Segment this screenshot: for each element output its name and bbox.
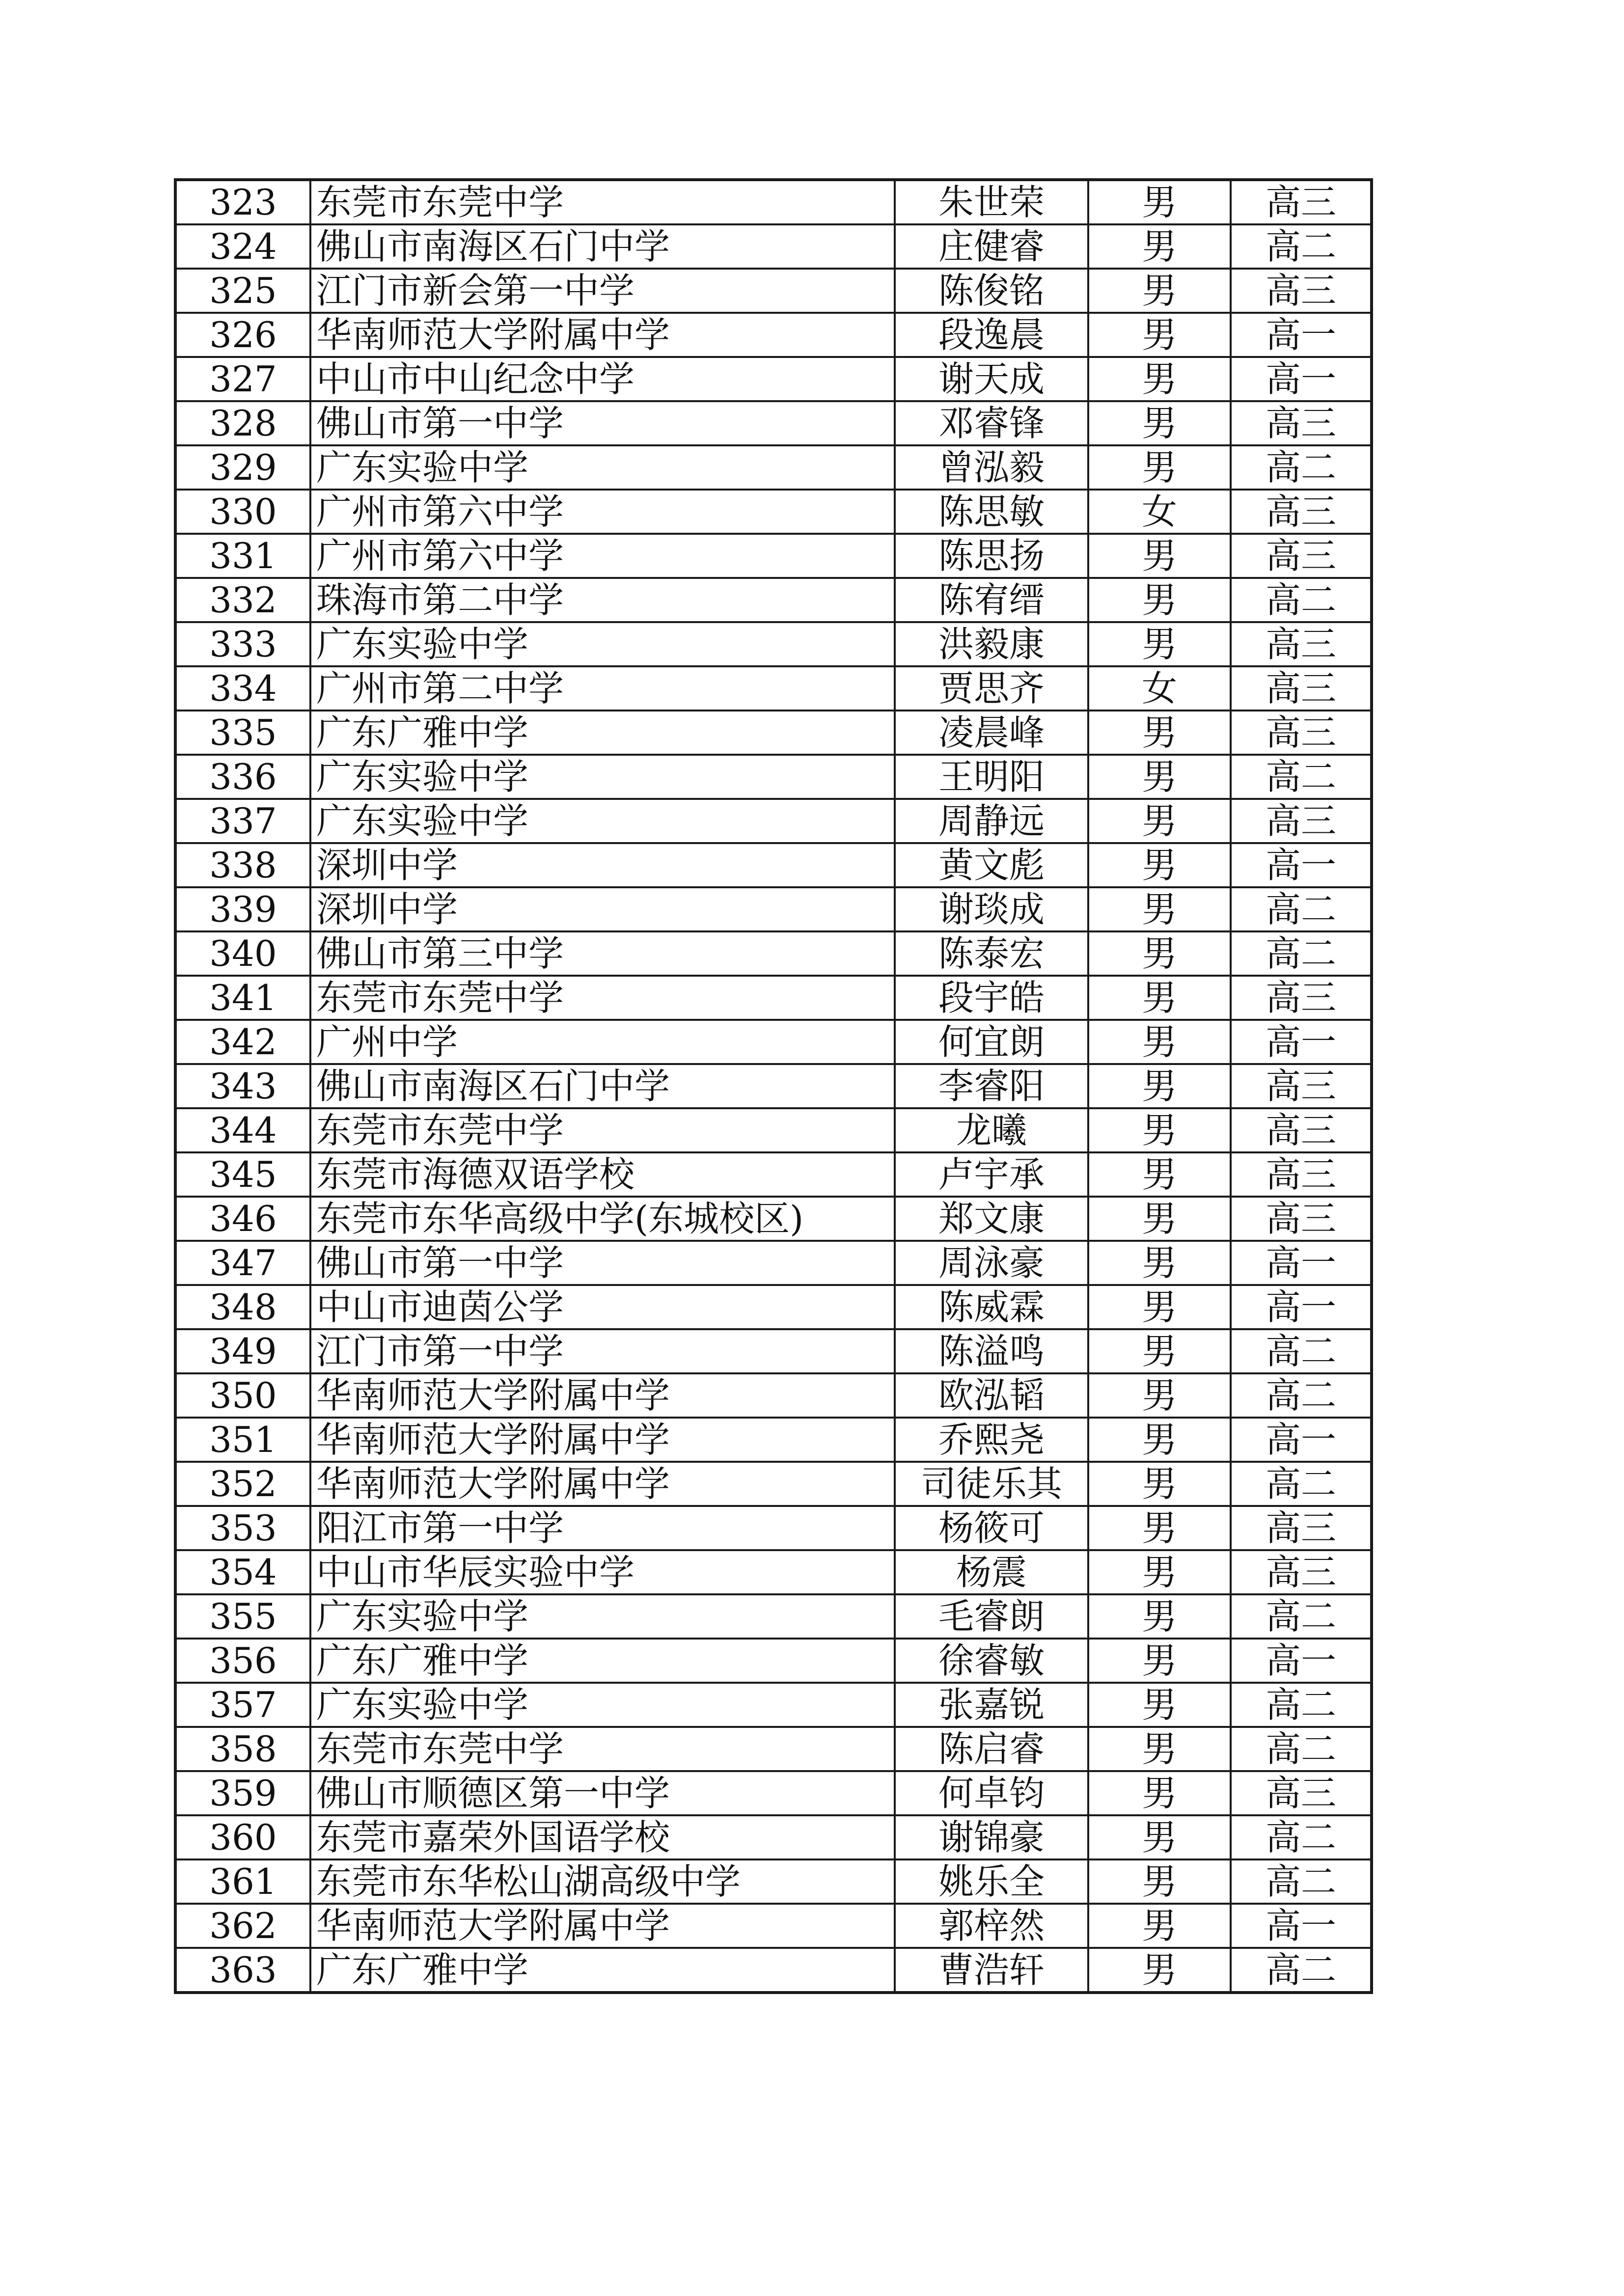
- grade-cell: 高二: [1231, 755, 1372, 799]
- gender-cell: 男: [1088, 1550, 1231, 1594]
- table-row: [175, 1683, 1372, 1727]
- student-name-cell: 姚乐全: [895, 1859, 1088, 1904]
- student-name-cell: 陈宥缙: [895, 578, 1088, 622]
- gender-cell: 男: [1088, 1462, 1231, 1506]
- table-row: [175, 887, 1372, 931]
- student-name-cell: 凌晨峰: [895, 711, 1088, 755]
- grade-cell: 高二: [1231, 931, 1372, 976]
- gender-cell: 男: [1088, 1373, 1231, 1418]
- table-row: [175, 1639, 1372, 1683]
- row-number-cell: 339: [175, 887, 310, 931]
- row-number-cell: 360: [175, 1815, 310, 1859]
- gender-cell: 男: [1088, 1594, 1231, 1639]
- grade-cell: 高二: [1231, 1859, 1372, 1904]
- student-name-cell: 卢宇承: [895, 1152, 1088, 1197]
- row-number-cell: 332: [175, 578, 310, 622]
- table-row: [175, 931, 1372, 976]
- student-name-cell: 段逸晨: [895, 313, 1088, 357]
- row-number-cell: 327: [175, 357, 310, 401]
- student-name-cell: 李睿阳: [895, 1064, 1088, 1108]
- school-cell: 华南师范大学附属中学: [310, 1462, 895, 1506]
- student-name-cell: 段宇皓: [895, 976, 1088, 1020]
- school-cell: 东莞市东莞中学: [310, 180, 895, 224]
- school-cell: 华南师范大学附属中学: [310, 1373, 895, 1418]
- row-number-cell: 324: [175, 224, 310, 269]
- gender-cell: 男: [1088, 1285, 1231, 1329]
- table-row: [175, 269, 1372, 313]
- student-name-cell: 周静远: [895, 799, 1088, 843]
- student-name-cell: 陈思扬: [895, 534, 1088, 578]
- school-cell: 广东实验中学: [310, 1683, 895, 1727]
- gender-cell: 男: [1088, 357, 1231, 401]
- school-cell: 华南师范大学附属中学: [310, 313, 895, 357]
- gender-cell: 男: [1088, 1197, 1231, 1241]
- student-name-cell: 毛睿朗: [895, 1594, 1088, 1639]
- school-cell: 广东实验中学: [310, 622, 895, 666]
- student-name-cell: 谢锦豪: [895, 1815, 1088, 1859]
- table-row: [175, 1020, 1372, 1064]
- student-name-cell: 王明阳: [895, 755, 1088, 799]
- school-cell: 东莞市东莞中学: [310, 976, 895, 1020]
- gender-cell: 男: [1088, 622, 1231, 666]
- row-number-cell: 329: [175, 445, 310, 490]
- gender-cell: 男: [1088, 1241, 1231, 1285]
- grade-cell: 高二: [1231, 1462, 1372, 1506]
- row-number-cell: 363: [175, 1948, 310, 1993]
- table-row: [175, 313, 1372, 357]
- gender-cell: 男: [1088, 755, 1231, 799]
- school-cell: 东莞市东华松山湖高级中学: [310, 1859, 895, 1904]
- gender-cell: 男: [1088, 887, 1231, 931]
- row-number-cell: 334: [175, 666, 310, 711]
- school-cell: 珠海市第二中学: [310, 578, 895, 622]
- school-cell: 广东实验中学: [310, 755, 895, 799]
- grade-cell: 高二: [1231, 1727, 1372, 1771]
- gender-cell: 男: [1088, 578, 1231, 622]
- gender-cell: 男: [1088, 1064, 1231, 1108]
- row-number-cell: 347: [175, 1241, 310, 1285]
- student-name-cell: 何卓钧: [895, 1771, 1088, 1815]
- table-row: [175, 1462, 1372, 1506]
- row-number-cell: 325: [175, 269, 310, 313]
- gender-cell: 男: [1088, 1683, 1231, 1727]
- table-row: [175, 534, 1372, 578]
- row-number-cell: 351: [175, 1418, 310, 1462]
- gender-cell: 男: [1088, 1639, 1231, 1683]
- gender-cell: 男: [1088, 1859, 1231, 1904]
- grade-cell: 高二: [1231, 445, 1372, 490]
- student-name-cell: 陈思敏: [895, 490, 1088, 534]
- table-row: [175, 357, 1372, 401]
- row-number-cell: 359: [175, 1771, 310, 1815]
- gender-cell: 男: [1088, 931, 1231, 976]
- table-row: [175, 1594, 1372, 1639]
- row-number-cell: 328: [175, 401, 310, 445]
- table-row: [175, 1727, 1372, 1771]
- table-row: [175, 1904, 1372, 1948]
- school-cell: 江门市新会第一中学: [310, 269, 895, 313]
- school-cell: 中山市中山纪念中学: [310, 357, 895, 401]
- table-row: [175, 1064, 1372, 1108]
- grade-cell: 高一: [1231, 1418, 1372, 1462]
- school-cell: 华南师范大学附属中学: [310, 1904, 895, 1948]
- table-row: [175, 1771, 1372, 1815]
- grade-cell: 高二: [1231, 1373, 1372, 1418]
- school-cell: 中山市迪茵公学: [310, 1285, 895, 1329]
- row-number-cell: 330: [175, 490, 310, 534]
- school-cell: 深圳中学: [310, 887, 895, 931]
- row-number-cell: 357: [175, 1683, 310, 1727]
- table-row: [175, 976, 1372, 1020]
- row-number-cell: 342: [175, 1020, 310, 1064]
- grade-cell: 高三: [1231, 1152, 1372, 1197]
- grade-cell: 高三: [1231, 666, 1372, 711]
- school-cell: 广东实验中学: [310, 1594, 895, 1639]
- grade-cell: 高三: [1231, 976, 1372, 1020]
- grade-cell: 高三: [1231, 534, 1372, 578]
- gender-cell: 男: [1088, 1506, 1231, 1550]
- school-cell: 广州市第六中学: [310, 534, 895, 578]
- gender-cell: 男: [1088, 1152, 1231, 1197]
- school-cell: 广州中学: [310, 1020, 895, 1064]
- student-name-cell: 徐睿敏: [895, 1639, 1088, 1683]
- grade-cell: 高二: [1231, 1329, 1372, 1373]
- school-cell: 广州市第六中学: [310, 490, 895, 534]
- table-row: [175, 1108, 1372, 1152]
- gender-cell: 男: [1088, 1020, 1231, 1064]
- grade-cell: 高三: [1231, 1108, 1372, 1152]
- table-row: [175, 490, 1372, 534]
- school-cell: 阳江市第一中学: [310, 1506, 895, 1550]
- gender-cell: 女: [1088, 490, 1231, 534]
- row-number-cell: 326: [175, 313, 310, 357]
- gender-cell: 男: [1088, 1815, 1231, 1859]
- row-number-cell: 333: [175, 622, 310, 666]
- student-name-cell: 郭梓然: [895, 1904, 1088, 1948]
- grade-cell: 高一: [1231, 843, 1372, 887]
- table-row: [175, 578, 1372, 622]
- row-number-cell: 356: [175, 1639, 310, 1683]
- school-cell: 广东广雅中学: [310, 711, 895, 755]
- student-name-cell: 周泳豪: [895, 1241, 1088, 1285]
- student-roster-table: [174, 178, 1373, 1994]
- row-number-cell: 362: [175, 1904, 310, 1948]
- gender-cell: 男: [1088, 313, 1231, 357]
- table-row: [175, 1506, 1372, 1550]
- table-row: [175, 755, 1372, 799]
- table-row: [175, 1373, 1372, 1418]
- student-name-cell: 洪毅康: [895, 622, 1088, 666]
- school-cell: 东莞市嘉荣外国语学校: [310, 1815, 895, 1859]
- table-row: [175, 1197, 1372, 1241]
- grade-cell: 高三: [1231, 269, 1372, 313]
- grade-cell: 高三: [1231, 1550, 1372, 1594]
- table-row: [175, 711, 1372, 755]
- gender-cell: 女: [1088, 666, 1231, 711]
- row-number-cell: 323: [175, 180, 310, 224]
- table-row: [175, 1152, 1372, 1197]
- row-number-cell: 348: [175, 1285, 310, 1329]
- grade-cell: 高一: [1231, 313, 1372, 357]
- grade-cell: 高三: [1231, 622, 1372, 666]
- student-name-cell: 庄健睿: [895, 224, 1088, 269]
- table-row: [175, 1948, 1372, 1993]
- row-number-cell: 341: [175, 976, 310, 1020]
- school-cell: 广东广雅中学: [310, 1948, 895, 1993]
- student-name-cell: 谢天成: [895, 357, 1088, 401]
- grade-cell: 高三: [1231, 1771, 1372, 1815]
- row-number-cell: 337: [175, 799, 310, 843]
- school-cell: 广东实验中学: [310, 799, 895, 843]
- row-number-cell: 340: [175, 931, 310, 976]
- school-cell: 佛山市南海区石门中学: [310, 1064, 895, 1108]
- student-name-cell: 陈威霖: [895, 1285, 1088, 1329]
- school-cell: 广东实验中学: [310, 445, 895, 490]
- gender-cell: 男: [1088, 1948, 1231, 1993]
- row-number-cell: 349: [175, 1329, 310, 1373]
- row-number-cell: 358: [175, 1727, 310, 1771]
- grade-cell: 高三: [1231, 180, 1372, 224]
- table-row: [175, 1241, 1372, 1285]
- school-cell: 东莞市东华高级中学(东城校区): [310, 1197, 895, 1241]
- table-row: [175, 843, 1372, 887]
- grade-cell: 高三: [1231, 1197, 1372, 1241]
- gender-cell: 男: [1088, 843, 1231, 887]
- row-number-cell: 352: [175, 1462, 310, 1506]
- gender-cell: 男: [1088, 1771, 1231, 1815]
- grade-cell: 高三: [1231, 1064, 1372, 1108]
- student-name-cell: 谢琰成: [895, 887, 1088, 931]
- student-name-cell: 郑文康: [895, 1197, 1088, 1241]
- table-row: [175, 1285, 1372, 1329]
- student-name-cell: 司徒乐其: [895, 1462, 1088, 1506]
- school-cell: 广州市第二中学: [310, 666, 895, 711]
- gender-cell: 男: [1088, 1108, 1231, 1152]
- table-row: [175, 1418, 1372, 1462]
- row-number-cell: 335: [175, 711, 310, 755]
- table-row: [175, 1329, 1372, 1373]
- student-name-cell: 曾泓毅: [895, 445, 1088, 490]
- grade-cell: 高一: [1231, 1020, 1372, 1064]
- grade-cell: 高一: [1231, 357, 1372, 401]
- row-number-cell: 336: [175, 755, 310, 799]
- student-name-cell: 何宜朗: [895, 1020, 1088, 1064]
- school-cell: 东莞市东莞中学: [310, 1727, 895, 1771]
- student-name-cell: 张嘉锐: [895, 1683, 1088, 1727]
- school-cell: 广东广雅中学: [310, 1639, 895, 1683]
- student-name-cell: 贾思齐: [895, 666, 1088, 711]
- student-name-cell: 欧泓韬: [895, 1373, 1088, 1418]
- grade-cell: 高二: [1231, 224, 1372, 269]
- grade-cell: 高二: [1231, 1683, 1372, 1727]
- gender-cell: 男: [1088, 180, 1231, 224]
- row-number-cell: 343: [175, 1064, 310, 1108]
- grade-cell: 高二: [1231, 1948, 1372, 1993]
- school-cell: 佛山市第一中学: [310, 401, 895, 445]
- grade-cell: 高二: [1231, 1594, 1372, 1639]
- gender-cell: 男: [1088, 534, 1231, 578]
- student-name-cell: 陈溢鸣: [895, 1329, 1088, 1373]
- grade-cell: 高一: [1231, 1241, 1372, 1285]
- table-row: [175, 180, 1372, 224]
- grade-cell: 高二: [1231, 1815, 1372, 1859]
- student-name-cell: 黄文彪: [895, 843, 1088, 887]
- grade-cell: 高一: [1231, 1639, 1372, 1683]
- table-row: [175, 1550, 1372, 1594]
- school-cell: 江门市第一中学: [310, 1329, 895, 1373]
- table-row: [175, 1815, 1372, 1859]
- gender-cell: 男: [1088, 1904, 1231, 1948]
- school-cell: 华南师范大学附属中学: [310, 1418, 895, 1462]
- grade-cell: 高二: [1231, 887, 1372, 931]
- grade-cell: 高三: [1231, 490, 1372, 534]
- grade-cell: 高一: [1231, 1904, 1372, 1948]
- student-name-cell: 陈俊铭: [895, 269, 1088, 313]
- grade-cell: 高一: [1231, 1285, 1372, 1329]
- grade-cell: 高三: [1231, 711, 1372, 755]
- table-row: [175, 401, 1372, 445]
- school-cell: 中山市华辰实验中学: [310, 1550, 895, 1594]
- row-number-cell: 350: [175, 1373, 310, 1418]
- grade-cell: 高三: [1231, 799, 1372, 843]
- row-number-cell: 338: [175, 843, 310, 887]
- table-row: [175, 224, 1372, 269]
- student-name-cell: 杨震: [895, 1550, 1088, 1594]
- gender-cell: 男: [1088, 401, 1231, 445]
- gender-cell: 男: [1088, 445, 1231, 490]
- student-name-cell: 朱世荣: [895, 180, 1088, 224]
- row-number-cell: 344: [175, 1108, 310, 1152]
- table-row: [175, 622, 1372, 666]
- gender-cell: 男: [1088, 799, 1231, 843]
- grade-cell: 高二: [1231, 578, 1372, 622]
- school-cell: 佛山市顺德区第一中学: [310, 1771, 895, 1815]
- gender-cell: 男: [1088, 224, 1231, 269]
- student-name-cell: 陈启睿: [895, 1727, 1088, 1771]
- grade-cell: 高三: [1231, 401, 1372, 445]
- school-cell: 佛山市南海区石门中学: [310, 224, 895, 269]
- gender-cell: 男: [1088, 1727, 1231, 1771]
- student-name-cell: 杨筱可: [895, 1506, 1088, 1550]
- row-number-cell: 345: [175, 1152, 310, 1197]
- school-cell: 东莞市东莞中学: [310, 1108, 895, 1152]
- gender-cell: 男: [1088, 269, 1231, 313]
- grade-cell: 高三: [1231, 1506, 1372, 1550]
- table-row: [175, 799, 1372, 843]
- row-number-cell: 361: [175, 1859, 310, 1904]
- row-number-cell: 355: [175, 1594, 310, 1639]
- school-cell: 佛山市第三中学: [310, 931, 895, 976]
- student-name-cell: 龙曦: [895, 1108, 1088, 1152]
- gender-cell: 男: [1088, 976, 1231, 1020]
- school-cell: 深圳中学: [310, 843, 895, 887]
- table-row: [175, 445, 1372, 490]
- table-row: [175, 666, 1372, 711]
- row-number-cell: 353: [175, 1506, 310, 1550]
- gender-cell: 男: [1088, 711, 1231, 755]
- gender-cell: 男: [1088, 1329, 1231, 1373]
- school-cell: 佛山市第一中学: [310, 1241, 895, 1285]
- row-number-cell: 346: [175, 1197, 310, 1241]
- gender-cell: 男: [1088, 1418, 1231, 1462]
- school-cell: 东莞市海德双语学校: [310, 1152, 895, 1197]
- student-name-cell: 乔熙尧: [895, 1418, 1088, 1462]
- student-name-cell: 陈泰宏: [895, 931, 1088, 976]
- student-name-cell: 邓睿锋: [895, 401, 1088, 445]
- student-name-cell: 曹浩轩: [895, 1948, 1088, 1993]
- row-number-cell: 354: [175, 1550, 310, 1594]
- roster-body: [175, 180, 1372, 1993]
- table-row: [175, 1859, 1372, 1904]
- row-number-cell: 331: [175, 534, 310, 578]
